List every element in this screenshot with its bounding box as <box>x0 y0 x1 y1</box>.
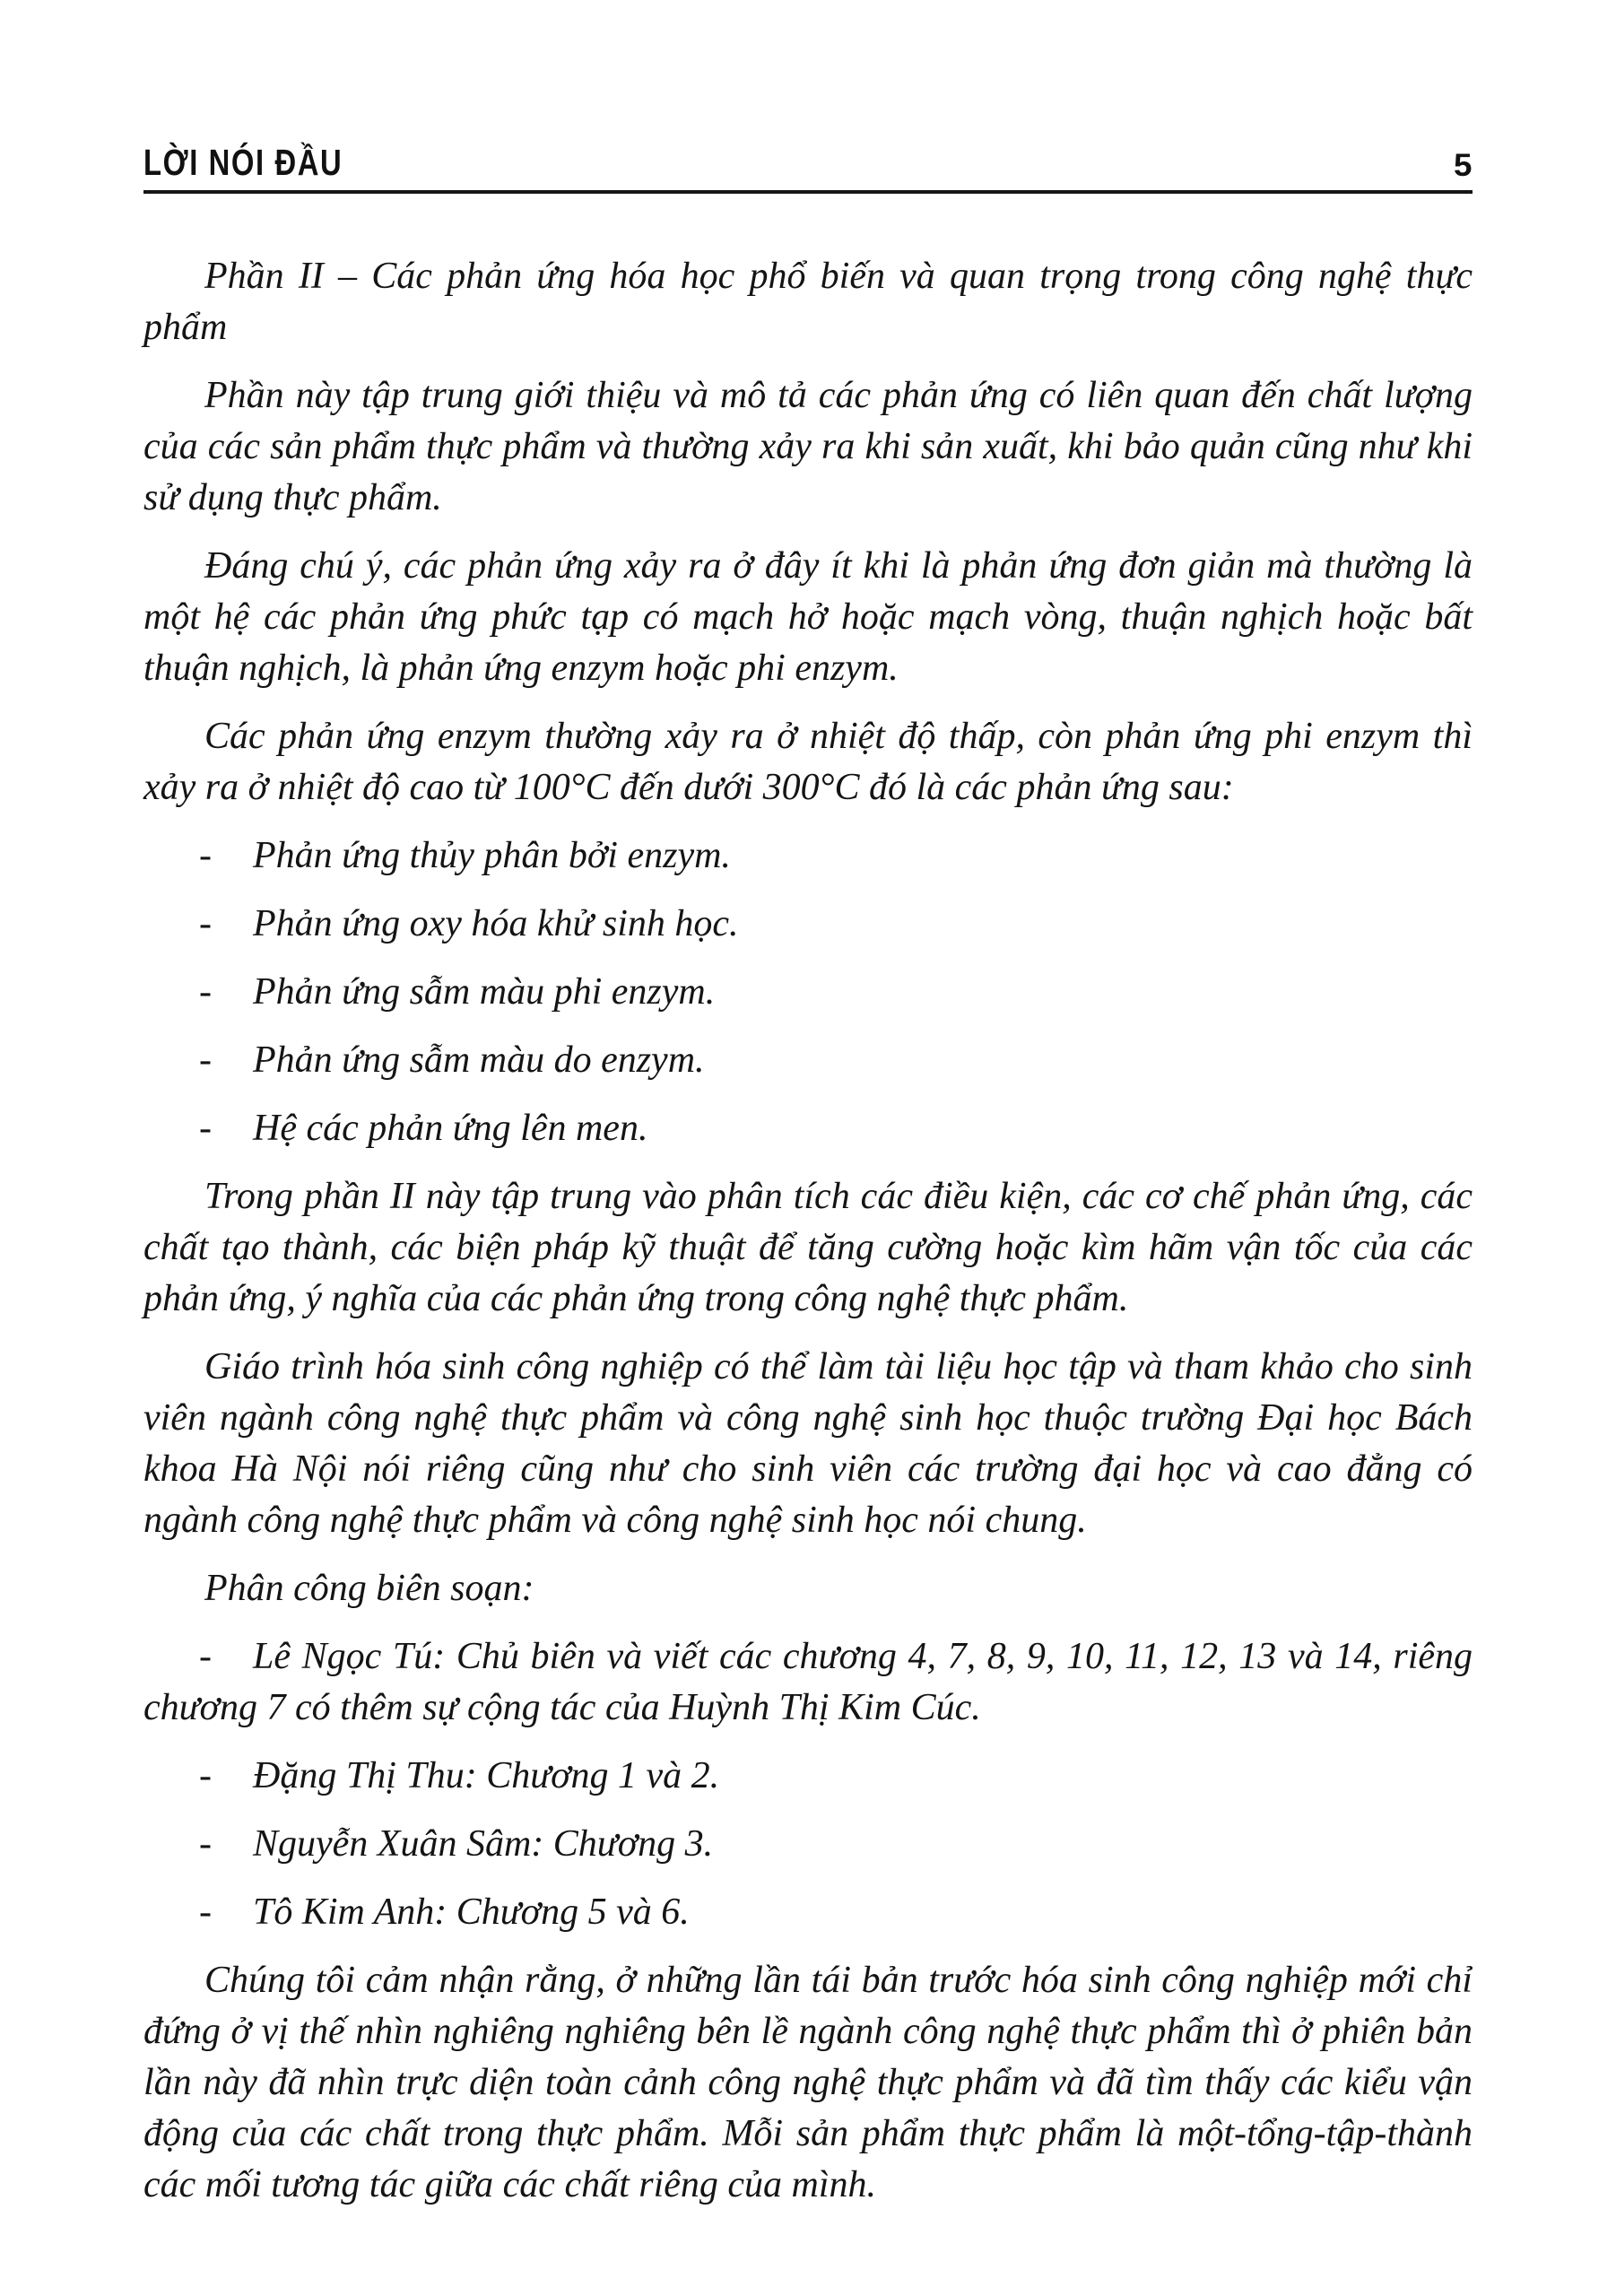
list-item <box>143 1631 1473 1734</box>
running-header <box>143 142 1473 194</box>
list-item-text: Tô Kim Anh: Chương 5 và 6. <box>253 1892 690 1933</box>
list-item <box>143 967 1473 1018</box>
list-item-dash: - <box>199 1108 212 1149</box>
list-item-text: Nguyễn Xuân Sâm: Chương 3. <box>253 1823 714 1865</box>
list-item-text: Phản ứng oxy hóa khử sinh học. <box>253 903 739 944</box>
paragraph: Trong phần II này tập trung vào phân tích các điều kiện, các cơ chế phản ứng, các chất tạo thành, các biện pháp kỹ thuật để tăng cường hoặc kìm hãm vận tốc của các phản ứng, ý nghĩa của các phản ứng trong công nghệ thực phẩm. <box>143 1176 1473 1319</box>
list-item-dash: - <box>199 1823 212 1865</box>
page-number: 5 <box>1453 148 1473 183</box>
paragraph: Phần II – Các phản ứng hóa học phổ biến và quan trọng trong công nghệ thực phẩm <box>143 256 1473 348</box>
page-content <box>143 0 1473 2228</box>
list-item-dash: - <box>199 971 212 1013</box>
paragraph: Phần này tập trung giới thiệu và mô tả các phản ứng có liên quan đến chất lượng của các sản phẩm thực phẩm và thường xảy ra khi sản xuất, khi bảo quản cũng như khi sử dụng thực phẩm. <box>143 375 1473 518</box>
list-item-dash: - <box>199 835 212 876</box>
list-item-text: Hệ các phản ứng lên men. <box>253 1108 648 1149</box>
list-item-dash: - <box>199 903 212 944</box>
list-item <box>143 1035 1473 1086</box>
list-item-text: Phản ứng sẫm màu do enzym. <box>253 1039 705 1081</box>
list-item-dash: - <box>199 1755 212 1796</box>
list-item-dash: - <box>199 1892 212 1933</box>
list-item <box>143 899 1473 950</box>
paragraph: Giáo trình hóa sinh công nghiệp có thể làm tài liệu học tập và tham khảo cho sinh viên ngành công nghệ thực phẩm và công nghệ sinh học thuộc trường Đại học Bách khoa Hà Nội nói riêng cũng như cho sinh viên các trường đại học và cao đẳng có ngành công nghệ thực phẩm và công nghệ sinh học nói chung. <box>143 1346 1473 1541</box>
list-item-text: Phản ứng thủy phân bởi enzym. <box>253 835 731 876</box>
list-item-dash: - <box>199 1636 212 1677</box>
page-body <box>143 251 1473 2211</box>
list-item <box>143 1887 1473 1938</box>
paragraph: Phân công biên soạn: <box>204 1568 534 1609</box>
list-item <box>143 1103 1473 1154</box>
list-item-text: Lê Ngọc Tú: Chủ biên và viết các chương 4, 7, 8, 9, 10, 11, 12, 13 và 14, riêng chương 7 có thêm sự cộng tác của Huỳnh Thị Kim Cúc. <box>143 1636 1473 1728</box>
list-item <box>143 831 1473 882</box>
header-title: LỜI NÓI ĐẦU <box>143 142 343 183</box>
paragraph: Đáng chú ý, các phản ứng xảy ra ở đây ít khi là phản ứng đơn giản mà thường là một hệ các phản ứng phức tạp có mạch hở hoặc mạch vòng, thuận nghịch hoặc bất thuận nghịch, là phản ứng enzym hoặc phi enzym. <box>143 545 1473 689</box>
list-item <box>143 1751 1473 1802</box>
list-item-dash: - <box>199 1039 212 1081</box>
paragraph: Các phản ứng enzym thường xảy ra ở nhiệt độ thấp, còn phản ứng phi enzym thì xảy ra ở nhiệt độ cao từ 100°C đến dưới 300°C đó là các phản ứng sau: <box>143 716 1473 808</box>
paragraph: Chúng tôi cảm nhận rằng, ở những lần tái bản trước hóa sinh công nghiệp mới chỉ đứng ở vị thế nhìn nghiêng nghiêng bên lề ngành công nghệ thực phẩm thì ở phiên bản lần này đã nhìn trực diện toàn cảnh công nghệ thực phẩm và đã tìm thấy các kiểu vận động của các chất trong thực phẩm. Mỗi sản phẩm thực phẩm là một-tổng-tập-thành các mối tương tác giữa các chất riêng của mình. <box>143 1960 1473 2205</box>
list-item-text: Phản ứng sẫm màu phi enzym. <box>253 971 716 1013</box>
list-item <box>143 1819 1473 1870</box>
list-item-text: Đặng Thị Thu: Chương 1 và 2. <box>253 1755 720 1796</box>
